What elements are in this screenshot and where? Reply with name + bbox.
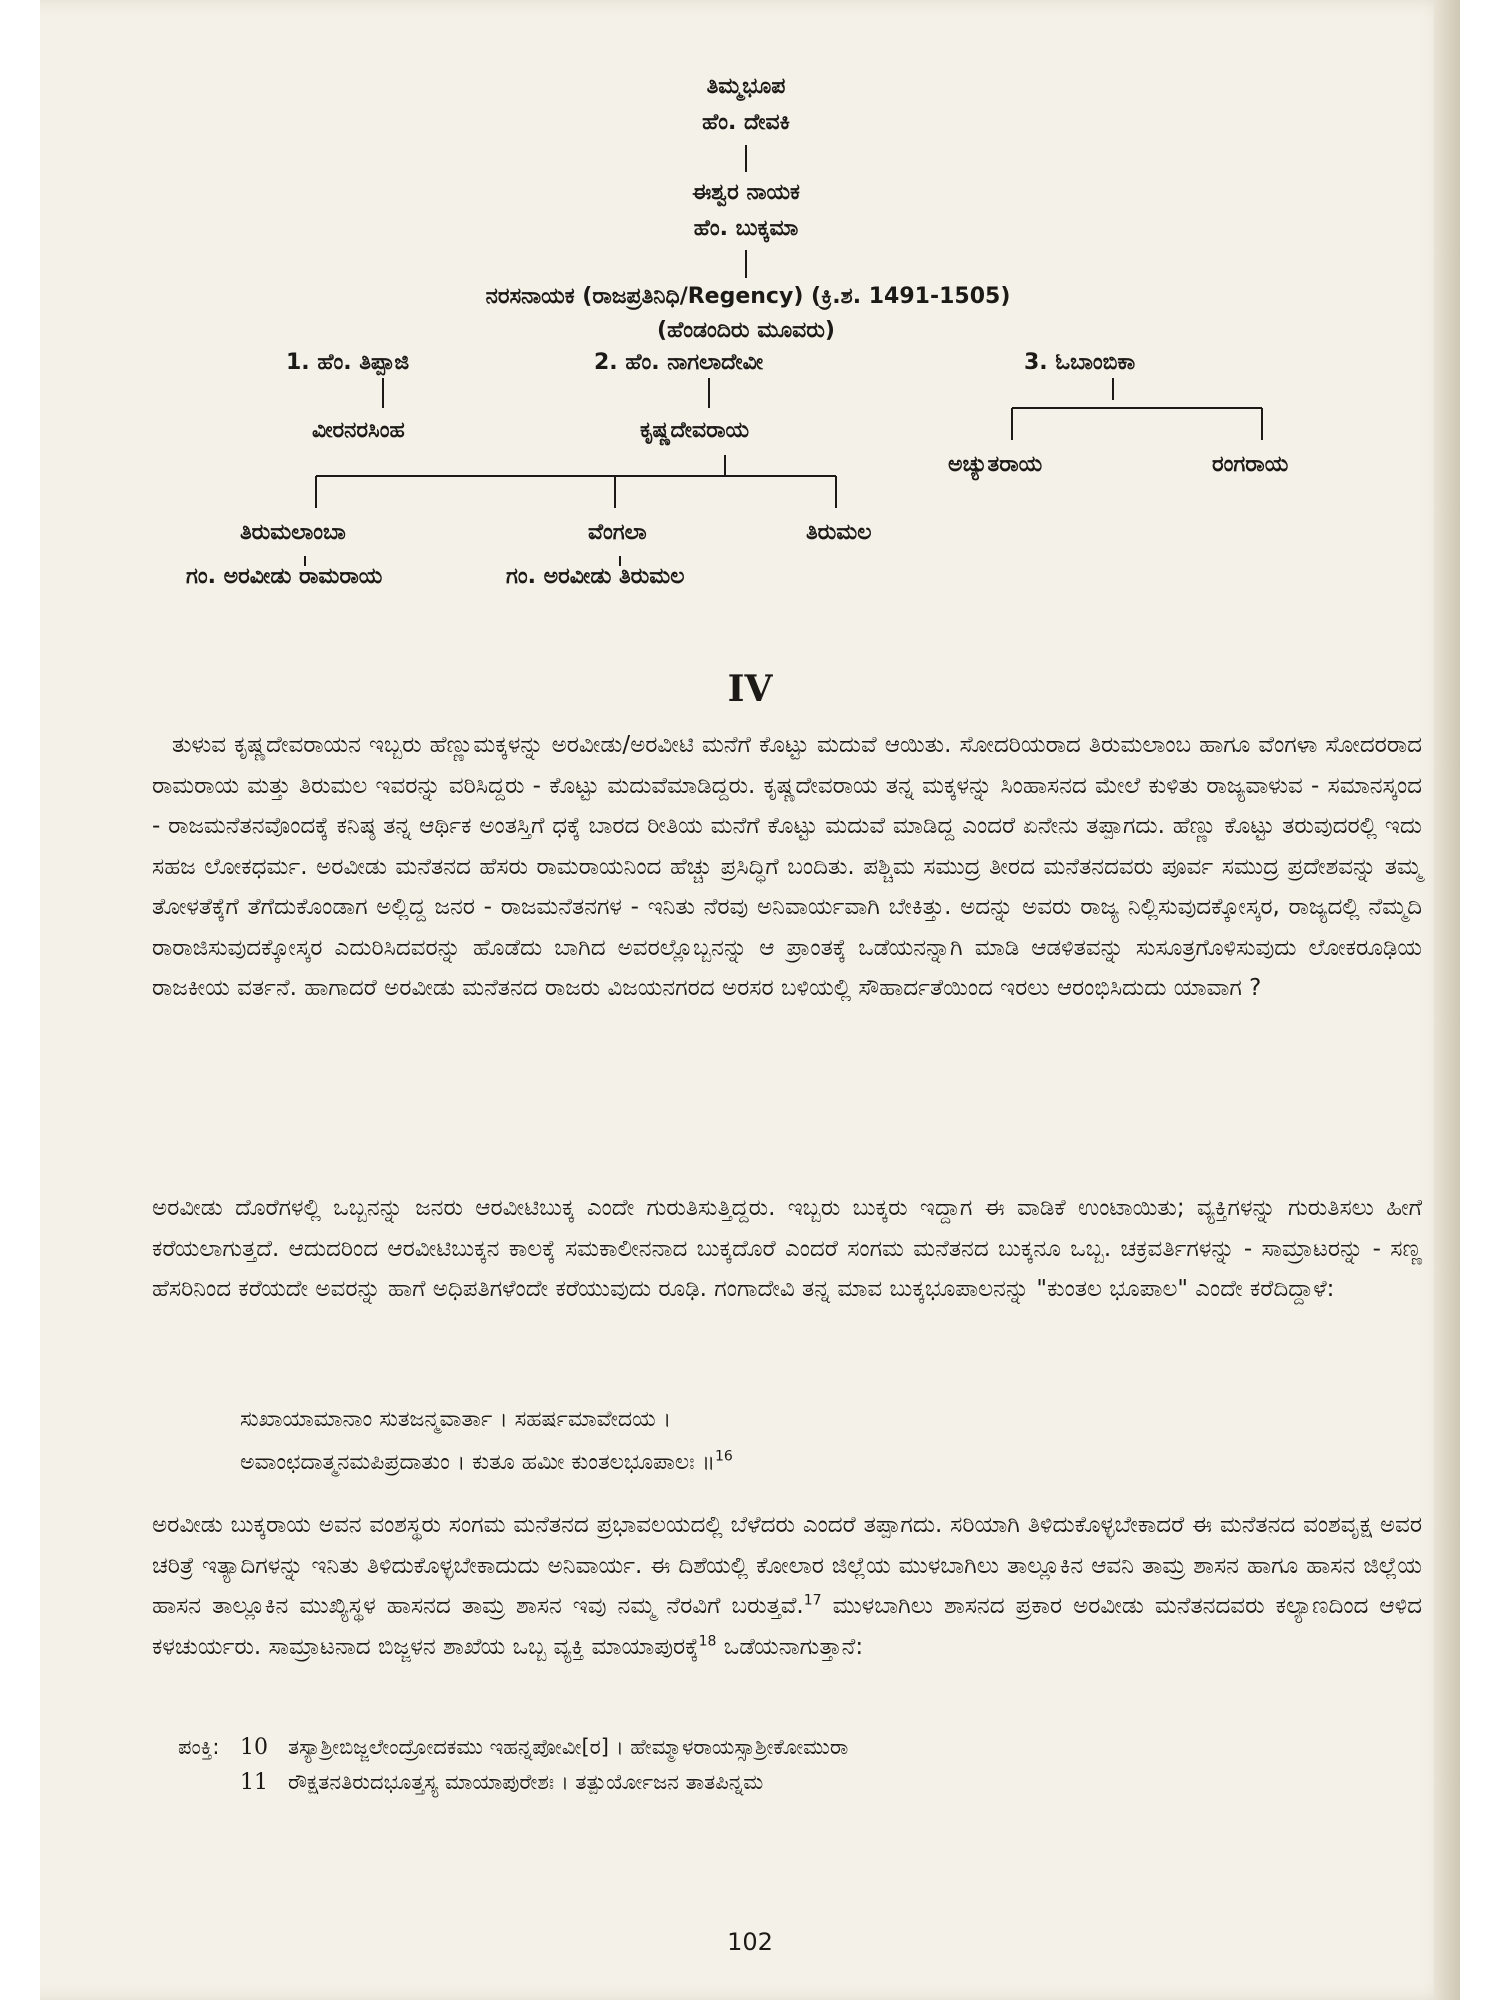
section-heading: IV [727,668,773,710]
tree-ishwara-nayaka: ಈಶ್ವರ ನಾಯಕ [692,180,800,205]
tree-krishnadevaraya: ಕೃಷ್ಣದೇವರಾಯ [640,418,750,443]
inscription-line-text: ರೌಕ್ಷತನತಿರುದಭೂತ್ತಸ್ಯ ಮಾಯಾಪುರೇಶಃ । ತತ್ಪುರ್ಯೋಜನ ತಾತಪಿನ್ನಮ [288,1770,764,1794]
tree-tirumalamba: ತಿರುಮಲಾಂಬಾ [240,520,346,545]
inscription-line-text: ತಸ್ಯಾಶ್ರೀಬಿಜ್ಜಲೇಂದ್ರೋದಕಮು ಇಹನ್ನಪೋವೀ[ರ] । ಹೇಮ್ಮಾಳರಾಯಸ್ಸಾಶ್ರೀಕೋಮುರಾ [288,1735,849,1759]
verse-line-1: ಸುಖಾಯಾಮಾನಾಂ ಸುತಜನ್ಮವಾರ್ತಾ । ಸಹರ್ಷಮಾವೇದಯ । [240,1407,672,1432]
footnote-17: 17 [803,1592,822,1609]
tree-husband-ramaraya: ಗಂ. ಅರವೀಡು ರಾಮರಾಯ [186,564,383,589]
footnote-18: 18 [698,1632,717,1649]
tree-tirumala: ತಿರುಮಲ [806,520,872,545]
tree-devaki: ಹೆಂ. ದೇವಕಿ [702,110,790,135]
tree-wife-1: 1. ಹೆಂ. ತಿಪ್ಪಾಜಿ [286,350,410,375]
inscription-line-10 [178,1735,848,1760]
inscription-line-number: 11 [240,1770,268,1795]
paragraph-3 [152,1505,1422,1667]
tree-narasa-nayaka: ನರಸನಾಯಕ (ರಾಜಪ್ರತಿನಿಧಿ/Regency) (ಕ್ರಿ.ಶ. 1491-1505) [485,284,1011,309]
tree-husband-tirumala: ಗಂ. ಅರವೀಡು ತಿರುಮಲ [506,564,685,589]
tree-rangaraya: ರಂಗರಾಯ [1212,452,1289,477]
tree-wife-2: 2. ಹೆಂ. ನಾಗಲಾದೇವೀ [594,350,764,375]
paragraph-3-part-2: ಮುಳಬಾಗಿಲು ಶಾಸನದ ಪ್ರಕಾರ ಅರವೀಡು ಮನೆತನದವರು ಕಲ್ಯಾಣದಿಂದ ಆಳಿದ ಕಳಚುರ್ಯರು. ಸಾಮ್ರಾಟನಾದ ಬಿಜ್ಜಳನ ಶಾಖೆಯ ಒಬ್ಬ ವ್ಯಕ್ತಿ ಮಾಯಾಪುರಕ್ಕೆ [152,1593,1423,1660]
verse-line-2 [240,1443,733,1483]
inscription-line-11 [240,1770,763,1795]
paragraph-1: ತುಳುವ ಕೃಷ್ಣದೇವರಾಯನ ಇಬ್ಬರು ಹೆಣ್ಣುಮಕ್ಕಳನ್ನು ಅರವೀಡು/ಅರವೀಟಿ ಮನೆಗೆ ಕೊಟ್ಟು ಮದುವೆ ಆಯಿತು. ಸೋದರಿಯರಾದ ತಿರುಮಲಾಂಬ ಹಾಗೂ ವೆಂಗಳಾ ಸೋದರರಾದ ರಾಮರಾಯ ಮತ್ತು ತಿರುಮಲ ಇವರನ್ನು ವರಿಸಿದ್ದರು - ಕೊಟ್ಟು ಮದುವೆಮಾಡಿದ್ದರು. ಕೃಷ್ಣದೇವರಾಯ ತನ್ನ ಮಕ್ಕಳನ್ನು ಸಿಂಹಾಸನದ ಮೇಲೆ ಕುಳಿತು ರಾಜ್ಯವಾಳುವ - ಸಮಾನಸ್ಕಂದ - ರಾಜಮನೆತನವೊಂದಕ್ಕೆ ಕನಿಷ್ಠ ತನ್ನ ಆರ್ಥಿಕ ಅಂತಸ್ತಿಗೆ ಧಕ್ಕೆ ಬಾರದ ರೀತಿಯ ಮನೆಗೆ ಕೊಟ್ಟು ಮದುವೆ ಮಾಡಿದ್ದ ಎಂದರೆ ಏನೇನು ತಪ್ಪಾಗದು. ಹೆಣ್ಣು ಕೊಟ್ಟು ತರುವುದರಲ್ಲಿ ಇದು ಸಹಜ ಲೋಕಧರ್ಮ. ಅರವೀಡು ಮನೆತನದ ಹೆಸರು ರಾಮರಾಯನಿಂದ ಹೆಚ್ಚು ಪ್ರಸಿದ್ಧಿಗೆ ಬಂದಿತು. ಪಶ್ಚಿಮ ಸಮುದ್ರ ತೀರದ ಮನೆತನದವರು ಪೂರ್ವ ಸಮುದ್ರ ಪ್ರದೇಶವನ್ನು ತಮ್ಮ ತೋಳತೆಕ್ಕೆಗೆ ತೆಗೆದುಕೊಂಡಾಗ ಅಲ್ಲಿದ್ದ ಜನರ - ರಾಜಮನೆತನಗಳ - ಇನಿತು ನೆರವು ಅನಿವಾರ್ಯವಾಗಿ ಬೇಕಿತ್ತು. ಅದನ್ನು ಅವರು ರಾಜ್ಯ ನಿಲ್ಲಿಸುವುದಕ್ಕೋಸ್ಕರ, ರಾಜ್ಯದಲ್ಲಿ ನೆಮ್ಮದಿ ರಾರಾಜಿಸುವುದಕ್ಕೋಸ್ಕರ ಎದುರಿಸಿದವರನ್ನು ಹೊಡೆದು ಬಾಗಿದ ಅವರಲ್ಲೊಬ್ಬನನ್ನು ಆ ಪ್ರಾಂತಕ್ಕೆ ಒಡೆಯನನ್ನಾಗಿ ಮಾಡಿ ಆಡಳಿತವನ್ನು ಸುಸೂತ್ರಗೊಳಿಸುವುದು ಲೋಕರೂಢಿಯ ರಾಜಕೀಯ ವರ್ತನೆ. ಹಾಗಾದರೆ ಅರವೀಡು ಮನೆತನದ ರಾಜರು ವಿಜಯನಗರದ ಅರಸರ ಬಳಿಯಲ್ಲಿ ಸೌಹಾರ್ದತೆಯಿಂದ ಇರಲು ಆರಂಭಿಸಿದುದು ಯಾವಾಗ ? [152,732,1422,1001]
page-number: 102 [727,1928,773,1956]
tree-veeranarasimha: ವೀರನರಸಿಂಹ [312,418,405,443]
paragraph-3-part-1: ಅರವೀಡು ಬುಕ್ಕರಾಯ ಅವನ ವಂಶಸ್ಥರು ಸಂಗಮ ಮನೆತನದ ಪ್ರಭಾವಲಯದಲ್ಲಿ ಬೆಳೆದರು ಎಂದರೆ ತಪ್ಪಾಗದು. ಸರಿಯಾಗಿ ತಿಳಿದುಕೊಳ್ಳಬೇಕಾದರೆ ಈ ಮನೆತನದ ವಂಶವೃಕ್ಷ ಅವರ ಚರಿತ್ರೆ ಇತ್ಯಾದಿಗಳನ್ನು ಇನಿತು ತಿಳಿದುಕೊಳ್ಳಬೇಕಾದುದು ಅನಿವಾರ್ಯ. ಈ ದಿಶೆಯಲ್ಲಿ ಕೋಲಾರ ಜಿಲ್ಲೆಯ ಮುಳಬಾಗಿಲು ತಾಲ್ಲೂಕಿನ ಆವನಿ ತಾಮ್ರ ಶಾಸನ ಹಾಗೂ ಹಾಸನ ಜಿಲ್ಲೆಯ ಹಾಸನ ತಾಲ್ಲೂಕಿನ ಮುಖ್ಯಿಸ್ಥಳ ಹಾಸನದ ತಾಮ್ರ ಶಾಸನ ಇವು ನಮ್ಮ ನೆರವಿಗೆ ಬರುತ್ತವೆ. [152,1512,1422,1619]
paragraph-3-part-3: ಒಡೆಯನಾಗುತ್ತಾನೆ: [716,1633,864,1660]
inscription-label: ಪಂಕ್ತಿ: [178,1735,220,1759]
tree-wife-3: 3. ಓಬಾಂಬಿಕಾ [1024,350,1136,375]
tree-timmabhupa: ತಿಮ್ಮಭೂಪ [706,74,786,99]
tree-vengala: ವೆಂಗಲಾ [588,520,647,545]
tree-wives-note: (ಹೆಂಡಂದಿರು ಮೂವರು) [657,318,835,343]
verse-line-2-text: ಅವಾಂಛದಾತ್ಮನಮಪಿಪ್ರದಾತುಂ । ಕುತೂ ಹಮೀ ಕುಂತಲಭೂಪಾಲಃ ॥ [240,1450,716,1475]
footnote-16: 16 [715,1448,733,1465]
tree-bukkama: ಹೆಂ. ಬುಕ್ಕಮಾ [693,216,799,241]
inscription-line-number: 10 [240,1735,268,1760]
tree-achyutaraya: ಅಚ್ಯುತರಾಯ [948,452,1043,477]
paragraph-2: ಅರವೀಡು ದೊರೆಗಳಲ್ಲಿ ಒಬ್ಬನನ್ನು ಜನರು ಆರವೀಟಿಬುಕ್ಕ ಎಂದೇ ಗುರುತಿಸುತ್ತಿದ್ದರು. ಇಬ್ಬರು ಬುಕ್ಕರು ಇದ್ದಾಗ ಈ ವಾಡಿಕೆ ಉಂಟಾಯಿತು; ವ್ಯಕ್ತಿಗಳನ್ನು ಗುರುತಿಸಲು ಹೀಗೆ ಕರೆಯಲಾಗುತ್ತದೆ. ಆದುದರಿಂದ ಆರವೀಟಿಬುಕ್ಕನ ಕಾಲಕ್ಕೆ ಸಮಕಾಲೀನನಾದ ಬುಕ್ಕದೊರೆ ಎಂದರೆ ಸಂಗಮ ಮನೆತನದ ಬುಕ್ಕನೂ ಒಬ್ಬ. ಚಕ್ರವರ್ತಿಗಳನ್ನು - ಸಾಮ್ರಾಟರನ್ನು - ಸಣ್ಣ ಹೆಸರಿನಿಂದ ಕರೆಯದೇ ಅವರನ್ನು ಹಾಗೆ ಅಧಿಪತಿಗಳೆಂದೇ ಕರೆಯುವುದು ರೂಢಿ. ಗಂಗಾದೇವಿ ತನ್ನ ಮಾವ ಬುಕ್ಕಭೂಪಾಲನನ್ನು "ಕುಂತಲ ಭೂಪಾಲ" ಎಂದೇ ಕರೆದಿದ್ದಾಳೆ: [152,1195,1422,1302]
